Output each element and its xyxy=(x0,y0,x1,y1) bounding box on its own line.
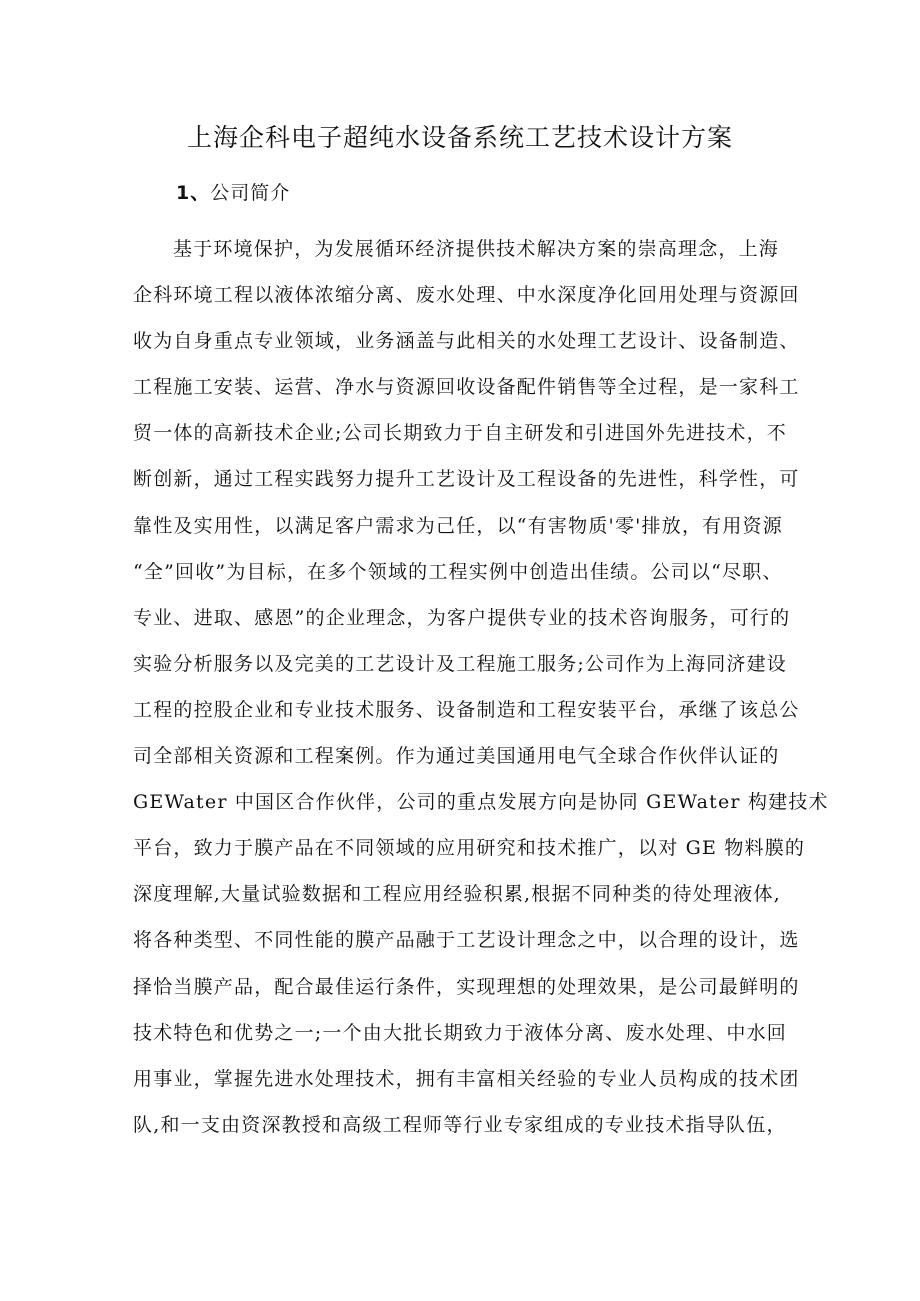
paragraph-line: 技术特色和优势之一;一个由大批长期致力于液体分离、废水处理、中水回 xyxy=(133,1021,788,1044)
paragraph-line: 平台，致力于膜产品在不同领域的应用研究和技术推广，以对 GE 物料膜的 xyxy=(133,837,806,860)
paragraph-line: 收为自身重点专业领域，业务涵盖与此相关的水处理工艺设计、设备制造、 xyxy=(133,330,800,353)
section-number: 1、 xyxy=(176,182,211,204)
paragraph-line: 实验分析服务以及完美的工艺设计及工程施工服务;公司作为上海同济建设 xyxy=(133,652,788,675)
paragraph-line: 用事业，掌握先进水处理技术，拥有丰富相关经验的专业人员构成的技术团 xyxy=(133,1067,800,1090)
body-paragraph xyxy=(133,226,829,1148)
paragraph-line: 贸一体的高新技术企业;公司长期致力于自主研发和引进国外先进技术，不 xyxy=(133,422,788,445)
paragraph-line: 司全部相关资源和工程案例。作为通过美国通用电气全球合作伙伴认证的 xyxy=(133,745,780,768)
paragraph-line: 断创新，通过工程实践努力提升工艺设计及工程设备的先进性，科学性，可 xyxy=(133,468,800,491)
paragraph-line: 工程的控股企业和专业技术服务、设备制造和工程安装平台，承继了该总公 xyxy=(133,698,800,721)
paragraph-line: GEWater 中国区合作伙伴，公司的重点发展方向是协同 GEWater 构建技术 xyxy=(133,791,829,814)
paragraph-line: 专业、进取、感恩”的企业理念，为客户提供专业的技术咨询服务，可行的 xyxy=(133,606,791,629)
paragraph-line: 基于环境保护，为发展循环经济提供技术解决方案的崇高理念，上海 xyxy=(173,238,780,260)
paragraph-line: 将各种类型、不同性能的膜产品融于工艺设计理念之中，以合理的设计，选 xyxy=(133,929,800,952)
paragraph-line: 择恰当膜产品，配合最佳运行条件，实现理想的处理效果，是公司最鲜明的 xyxy=(133,975,800,998)
paragraph-line: 深度理解,大量试验数据和工程应用经验积累,根据不同种类的待处理液体, xyxy=(133,883,781,906)
section-heading xyxy=(176,178,290,205)
paragraph-line: 靠性及实用性，以满足客户需求为己任，以“有害物质'零'排放，有用资源 xyxy=(133,514,783,537)
paragraph-line: 企科环境工程以液体浓缩分离、废水处理、中水深度净化回用处理与资源回 xyxy=(133,284,800,307)
document-title: 上海企科电子超纯水设备系统工艺技术设计方案 xyxy=(186,123,733,152)
paragraph-line: 工程施工安装、运营、净水与资源回收设备配件销售等全过程，是一家科工 xyxy=(133,376,800,399)
paragraph-line: 队,和一支由资深教授和高级工程师等行业专家组成的专业技术指导队伍， xyxy=(133,1113,787,1136)
section-title: 公司简介 xyxy=(210,182,291,204)
paragraph-line: “全”回收”为目标，在多个领域的工程实例中创造出佳绩。公司以“尽职、 xyxy=(133,560,783,583)
